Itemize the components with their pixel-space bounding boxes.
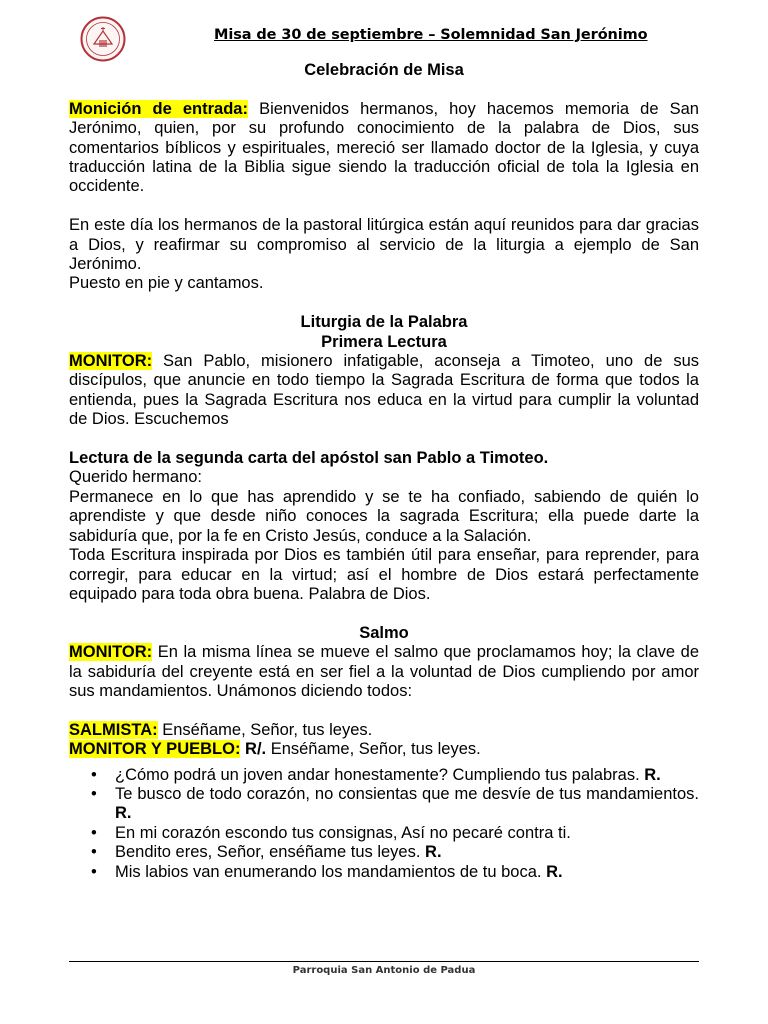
pueblo-response-marker: R/. bbox=[240, 740, 267, 759]
list-item bbox=[115, 843, 699, 862]
verse-response: R. bbox=[644, 765, 661, 784]
pueblo-label: MONITOR Y PUEBLO: bbox=[69, 740, 241, 759]
celebracion-paragraph-3: Puesto en pie y cantamos. bbox=[69, 274, 264, 293]
liturgia-heading: Liturgia de la Palabra bbox=[300, 313, 468, 332]
footer-divider bbox=[69, 961, 699, 962]
header-title: Misa de 30 de septiembre – Solemnidad San Jerónimo bbox=[214, 27, 648, 43]
list-item bbox=[115, 785, 699, 824]
verse-text: Te busco de todo corazón, no consientas que me desvíe de tus mandamientos. bbox=[115, 784, 699, 803]
parish-seal-icon bbox=[80, 16, 126, 62]
liturgia-monitor-text: San Pablo, misionero infatigable, aconseja a Timoteo, uno de sus discípulos, que anuncie en todo tiempo la Sagrada Escritura de forma que todos la entienda, pues la Sagrada Escritura nos educa en la virtud para cumplir la voluntad de Dios. Escuchemos bbox=[69, 352, 699, 429]
verse-response: R. bbox=[115, 804, 132, 823]
verse-text: Bendito eres, Señor, enséñame tus leyes. bbox=[115, 843, 426, 862]
pueblo-text: Enséñame, Señor, tus leyes. bbox=[266, 740, 481, 759]
primera-lectura-heading: Primera Lectura bbox=[321, 332, 447, 351]
monicion-label: Monición de entrada: bbox=[69, 99, 248, 118]
lectura-paragraph-1: Permanece en lo que has aprendido y se te ha confiado, sabiendo de quién lo aprendiste y que desde niño conoces la sagrada Escritura; ella puede darte la sabiduría que, por la fe en Cristo Jesús, conduce a la Salación. bbox=[69, 487, 699, 545]
salmista-text: Enséñame, Señor, tus leyes. bbox=[157, 720, 373, 739]
list-item bbox=[115, 824, 699, 843]
liturgia-monitor-label: MONITOR: bbox=[69, 352, 153, 371]
salmista-label: SALMISTA: bbox=[69, 720, 158, 739]
celebracion-heading: Celebración de Misa bbox=[304, 61, 464, 79]
monicion-paragraph bbox=[69, 100, 699, 197]
celebracion-paragraph-2: En este día los hermanos de la pastoral litúrgica están aquí reunidos para dar gracias a Dios, y reafirmar su compromiso al servicio de la liturgia a ejemplo de San Jerónimo. bbox=[69, 216, 699, 274]
pueblo-line bbox=[69, 740, 699, 759]
verse-text: En mi corazón escondo tus consignas, Así no pecaré contra ti. bbox=[115, 823, 571, 842]
lectura-paragraph-2: Toda Escritura inspirada por Dios es también útil para enseñar, para reprender, para corregir, para educar en la virtud; así el hombre de Dios estará perfectamente equipado para toda obra buena. Palabra de Dios. bbox=[69, 546, 699, 603]
document-body bbox=[69, 61, 699, 882]
lectura-greeting: Querido hermano: bbox=[69, 468, 202, 487]
salmo-monitor-label: MONITOR: bbox=[69, 643, 153, 662]
list-item bbox=[115, 863, 699, 882]
list-item bbox=[115, 766, 699, 785]
lectura-title: Lectura de la segunda carta del apóstol san Pablo a Timoteo. bbox=[69, 449, 549, 468]
salmo-verses-list bbox=[69, 766, 699, 882]
salmista-line bbox=[69, 721, 699, 740]
verse-text: Mis labios van enumerando los mandamientos de tu boca. bbox=[115, 862, 547, 881]
monicion-text: Bienvenidos hermanos, hoy hacemos memoria de San Jerónimo, quien, por su profundo conocimiento de la palabra de Dios, sus comentarios bíblicos y espirituales, mereció ser llamado doctor de la Iglesia, y cuya traducción latina de la Biblia sigue siendo la traducción oficial de tola la Iglesia en occidente. bbox=[69, 99, 699, 196]
verse-text: ¿Cómo podrá un joven andar honestamente? Cumpliendo tus palabras. bbox=[115, 765, 645, 784]
liturgia-monitor-paragraph bbox=[69, 352, 699, 430]
verse-response: R. bbox=[425, 843, 442, 862]
salmo-monitor-text: En la misma línea se mueve el salmo que proclamamos hoy; la clave de la sabiduría del creyente está en ser fiel a la voluntad de Dios cumpliendo por amor sus mandamientos. Unámonos diciendo todos: bbox=[69, 643, 699, 700]
salmo-heading: Salmo bbox=[359, 623, 409, 642]
verse-response: R. bbox=[546, 862, 563, 881]
salmo-monitor-paragraph bbox=[69, 643, 699, 701]
footer-text: Parroquia San Antonio de Padua bbox=[292, 965, 476, 976]
